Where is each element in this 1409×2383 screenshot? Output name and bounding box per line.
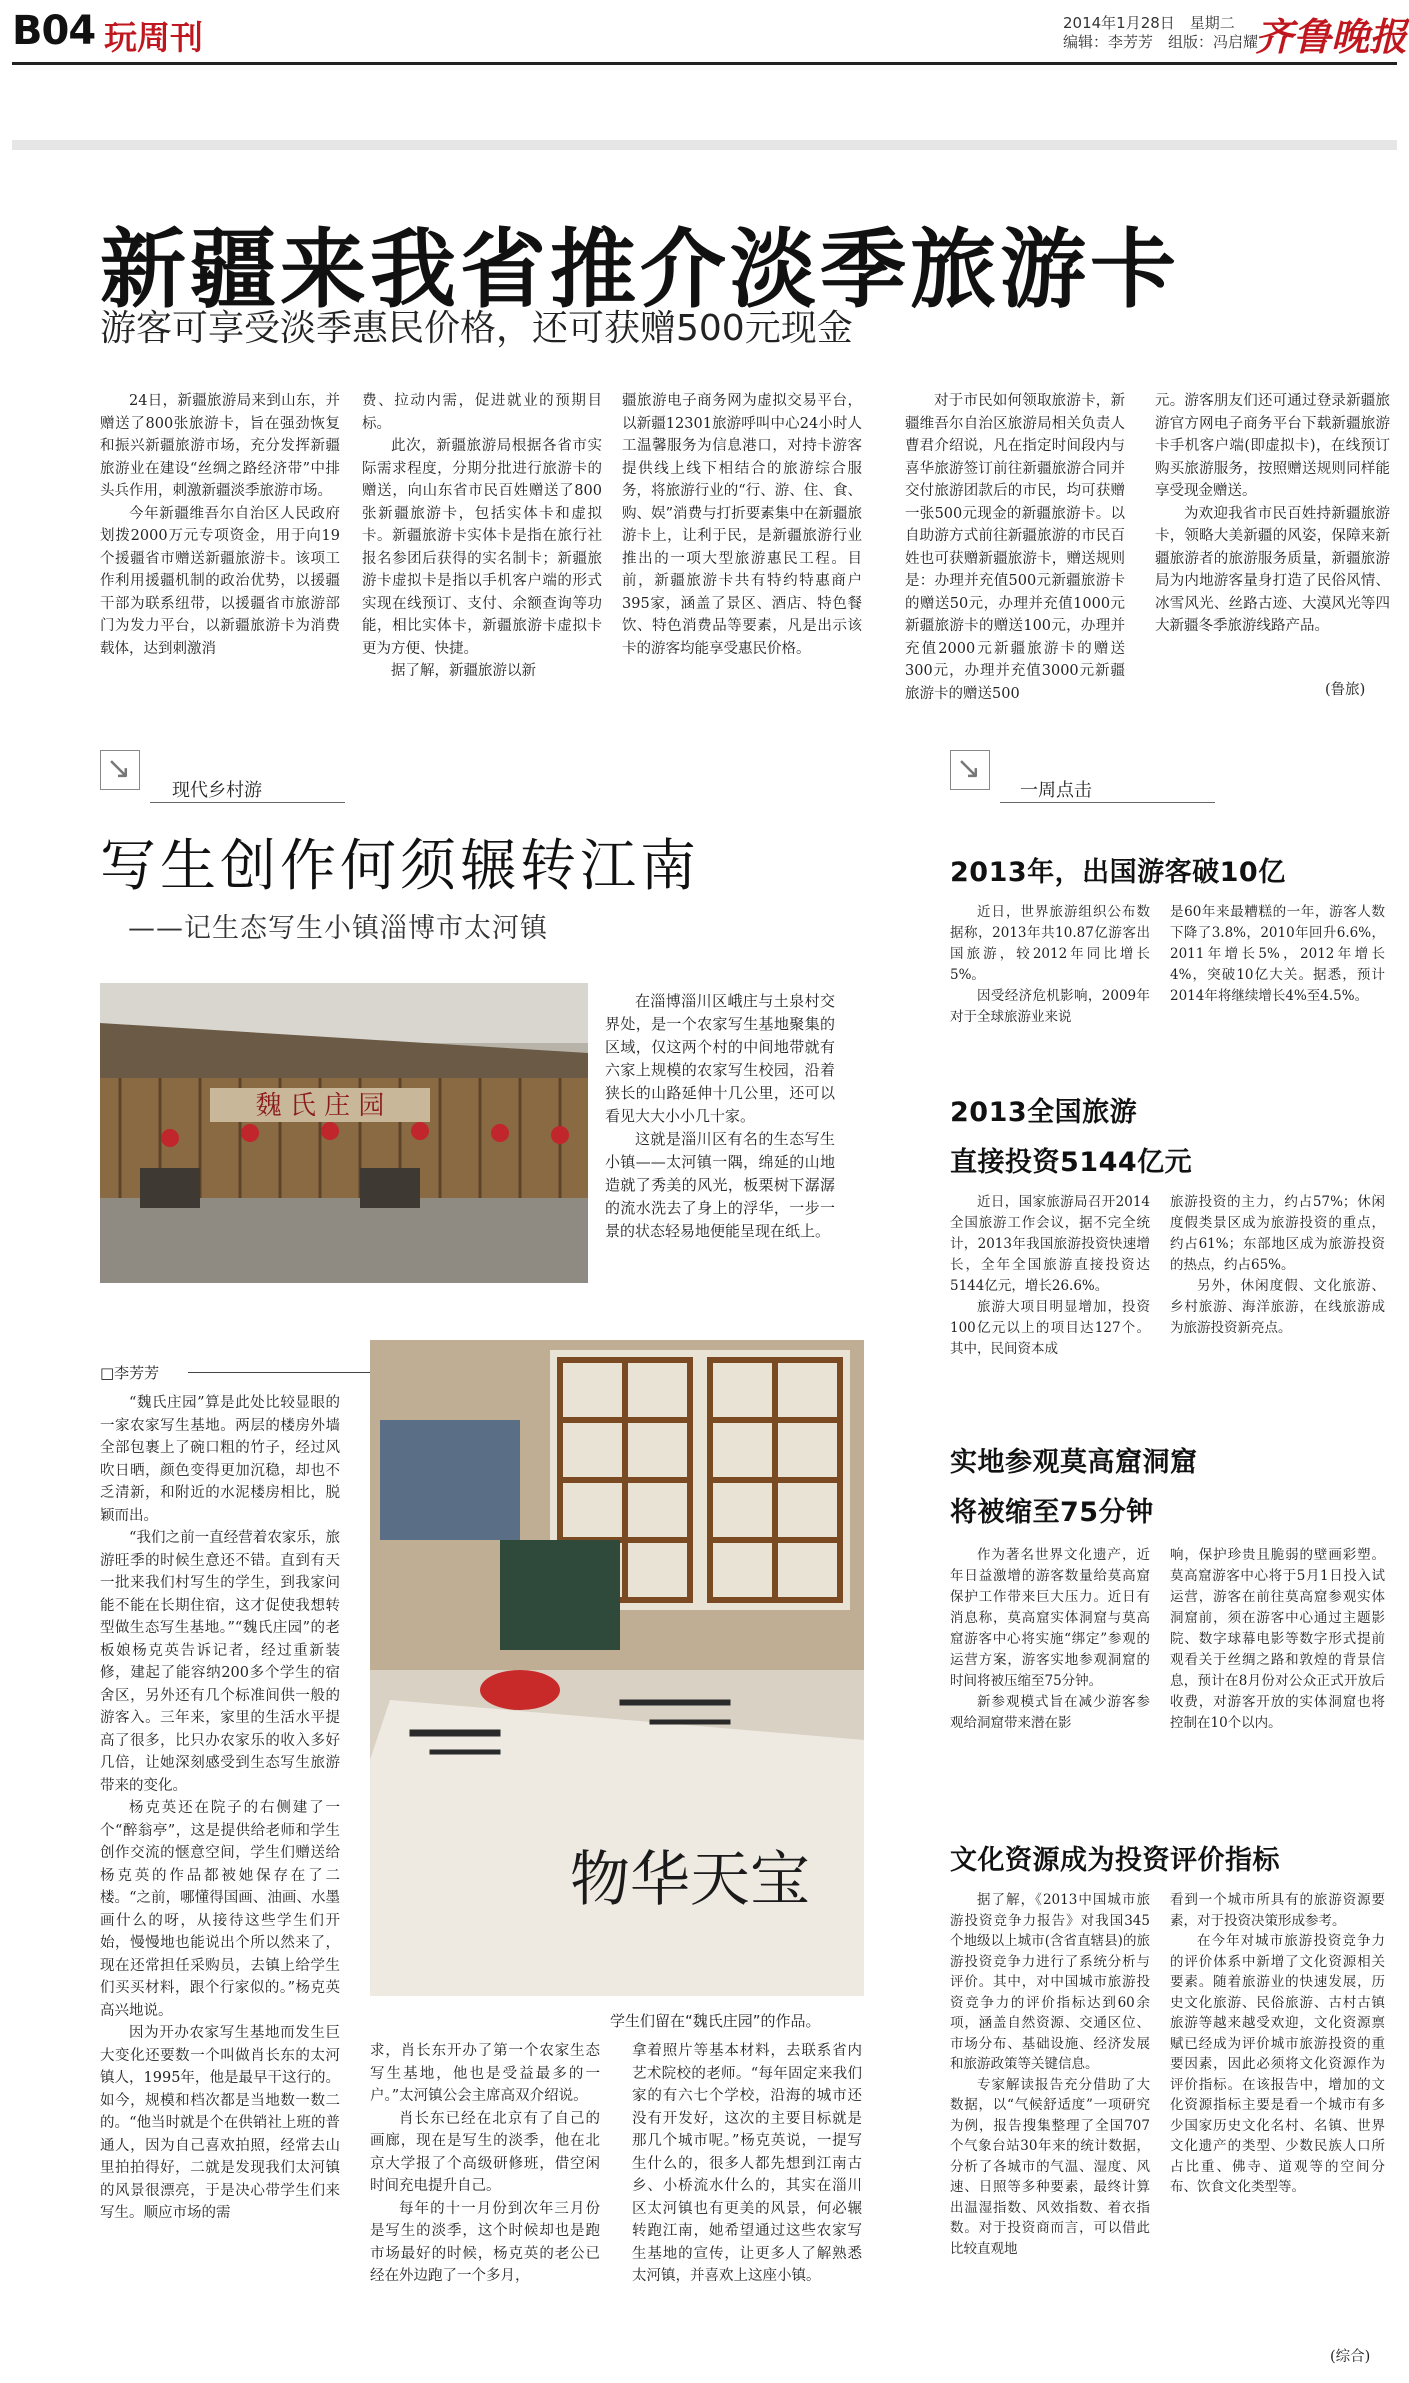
- paragraph: 肖长东已经在北京有了自己的画廊，现在是写生的淡季，他在北京大学报了个高级研修班，借空闲时间充电提升自己。: [370, 2110, 600, 2194]
- paragraph: 因为开办农家写生基地而发生巨大变化还要数一个叫做肖长东的太河镇人，1995年，他是最早干这行的。如今，规模和档次都是当地数一数二的。“他当时就是个在供销社上班的普通人，因为自己喜欢拍照，经常去山里拍拍得好，二就是发现我们太河镇的风景很漂亮，于是决心带学生们来写生。顺应市场的需: [100, 2025, 340, 2221]
- feature-intro: [605, 990, 835, 1243]
- paragraph: 今年新疆维吾尔自治区人民政府划拨2000万元专项资金，用于向19个援疆省市赠送新疆旅游卡。该项工作利用援疆机制的政治优势，以援疆干部为联系纽带，以援疆省市旅游部门为发力平台，以新疆旅游卡为消费载体，达到刺激消: [100, 505, 340, 657]
- photo2-calligraphy: 物华天宝: [570, 1845, 810, 1915]
- paragraph: 为欢迎我省市民百姓持新疆旅游卡，领略大美新疆的风姿，保障来新疆旅游者的旅游服务质量，新疆旅游局为内地游客量身打造了民俗风情、冰雪风光、丝路古迹、大漠风光等四大新疆冬季旅游线路产品。: [1155, 505, 1390, 634]
- paragraph: 旅游投资的主力，约占57%；休闲度假类景区成为旅游投资的重点，约占61%；东部地区成为旅游投资的热点，约占65%。: [1170, 1194, 1385, 1273]
- paragraph: 疆旅游电子商务网为虚拟交易平台，以新疆12301旅游呼叫中心24小时人工温馨服务为信息港口，对持卡游客提供线上线下相结合的旅游综合服务，将旅游行业的“行、游、住、食、购、娱”消费与打折要素集中在新疆旅游卡上，让利于民，是新疆旅游行业推出的一项大型旅游惠民工程。目前，新疆旅游卡共有特约特惠商户395家，涵盖了景区、酒店、特色餐饮、特色消费品等要素，凡是出示该卡的游客均能享受惠民价格。: [622, 393, 862, 657]
- paragraph: 24日，新疆旅游局来到山东，并赠送了800张旅游卡，旨在强劲恢复和振兴新疆旅游市场，充分发挥新疆旅游业在建设“丝绸之路经济带”中排头兵作用，刺激新疆淡季旅游市场。: [100, 393, 340, 499]
- feature-headline: 写生创作何须辗转江南: [100, 834, 700, 899]
- paragraph: 据了解，《2013中国城市旅游投资竞争力报告》对我国345个地级以上城市(含省直辖县)的旅游投资竞争力进行了系统分析与评价。其中，对中国城市旅游投资竞争力的评价指标达到60余项，涵盖自然资源、交通区位、市场分布、基础设施、经济发展和旅游政策等关键信息。: [950, 1892, 1150, 2072]
- paragraph: 近日，世界旅游组织公布数据称，2013年共10.87亿游客出国旅游，较2012年同比增长5%。: [950, 904, 1150, 983]
- photo-wei-manor-image: [100, 983, 588, 1283]
- paragraph: 求，肖长东开办了第一个农家生态写生基地，他也是受益最多的一户。”太河镇公会主席高双介绍说。: [370, 2043, 600, 2104]
- page-header: [0, 0, 1409, 66]
- sidebar-kicker: 一周点击: [1020, 780, 1092, 801]
- page-number: B04: [12, 8, 96, 54]
- sidebar-1-column-1: [950, 902, 1150, 1028]
- main-column-5: [1155, 390, 1390, 638]
- paragraph: 另外，休闲度假、文化旅游、乡村旅游、海洋旅游，在线旅游成为旅游投资新亮点。: [1170, 1278, 1385, 1336]
- paragraph: 拿着照片等基本材料，去联系省内艺术院校的老师。“每年固定来我们家的有六七个学校，沿海的城市还没有开发好，这次的主要目标就是那几个城市呢。”杨克英说，一提写生什么的，很多人都先想到江南古乡、小桥流水什么的，其实在淄川区太河镇也有更美的风景，何必辗转跑江南，她希望通过这些农家写生基地的宣传，让更多人了解熟悉太河镇，并喜欢上这座小镇。: [632, 2043, 862, 2284]
- paragraph: 是60年来最糟糕的一年，游客人数下降了3.8%，2010年回升6.6%，2011年增长5%，2012年增长4%，突破10亿大关。据悉，预计2014年将继续增长4%至4.5%。: [1170, 904, 1385, 1004]
- sidebar-3-column-1: [950, 1545, 1150, 1734]
- feature-column-2: [370, 2040, 600, 2288]
- photo1-sign: 魏 氏 庄 园: [255, 1091, 385, 1121]
- main-headline: 新疆来我省推介淡季旅游卡: [100, 220, 1180, 320]
- sidebar-headline-4: 文化资源成为投资评价指标: [950, 1845, 1280, 1876]
- photo-caption: 学生们留在“魏氏庄园”的作品。: [610, 2012, 821, 2030]
- photo-student-works: [370, 1340, 864, 1996]
- paragraph: 每年的十一月份到次年三月份是写生的淡季，这个时候却也是跑市场最好的时候，杨克英的老公已经在外边跑了一个多月，: [370, 2200, 600, 2284]
- sidebar-headline-3a: 实地参观莫高窟洞窟: [950, 1447, 1198, 1478]
- paragraph: 据了解，新疆旅游以新: [391, 663, 536, 679]
- feature-byline: □李芳芳: [100, 1364, 160, 1382]
- paragraph: 对于市民如何领取旅游卡，新疆维吾尔自治区旅游局相关负责人曹君介绍说，凡在指定时间段内与喜华旅游签订前往新疆旅游合同并交付旅游团款后的市民，均可获赠一张500元现金的新疆旅游卡。以自助游方式前往新疆旅游的市民百姓也可获赠新疆旅游卡，赠送规则是：办理并充值500元新疆旅游卡的赠送50元，办理并充值1000元新疆旅游卡的赠送100元，办理并充值2000元新疆旅游卡的赠送300元，办理并充值3000元新疆旅游卡的赠送500: [905, 393, 1125, 702]
- paragraph: “我们之前一直经营着农家乐，旅游旺季的时候生意还不错。直到有天一批来我们村写生的学生，到我家问能不能在长期住宿，这才促使我想转型做生态写生基地。”“魏氏庄园”的老板娘杨克英告诉记者，经过重新装修，建起了能容纳200多个学生的宿舍区，另外还有几个标准间供一般的游客入。三年来，家里的生活水平提高了很多，比只办农家乐的收入多好几倍，让她深刻感受到生态写生旅游带来的变化。: [100, 1530, 340, 1794]
- main-column-2: [362, 390, 602, 683]
- paragraph: 此次，新疆旅游局根据各省市实际需求程度，分期分批进行旅游卡的赠送，向山东省市民百姓赠送了800张新疆旅游卡，包括实体卡和虚拟卡。新疆旅游卡实体卡是指在旅行社报名参团后获得的实名制卡；新疆旅游卡虚拟卡是指以手机客户端的形式实现在线预订、支付、余额查询等功能，相比实体卡，新疆旅游卡虚拟卡更为方便、快捷。: [362, 438, 602, 657]
- sidebar-4-column-2: [1170, 1890, 1385, 2198]
- paragraph: 看到一个城市所具有的旅游资源要素，对于投资决策形成参考。: [1170, 1892, 1385, 1929]
- feature-column-1: [100, 1392, 340, 2225]
- sidebar-3-column-2: [1170, 1545, 1385, 1734]
- paragraph: 费、拉动内需，促进就业的预期目标。: [362, 393, 602, 432]
- kicker-rule: [150, 802, 345, 803]
- main-column-1: [100, 390, 340, 660]
- paragraph: 响，保护珍贵且脆弱的壁画彩塑。莫高窟游客中心将于5月1日投入试运营，游客在前往莫高窟参观实体洞窟前，须在游客中心通过主题影院、数字球幕电影等数字形式提前观看关于丝绸之路和敦煌的背景信息，预计在8月份对公众正式开放后收费，对游客开放的实体洞窟也将控制在10个以内。: [1170, 1547, 1385, 1731]
- paragraph: 旅游大项目明显增加，投资100亿元以上的项目达127个。其中，民间资本成: [950, 1299, 1150, 1357]
- sidebar-headline-3b: 将被缩至75分钟: [950, 1497, 1154, 1528]
- date-line: 2014年1月28日 星期二: [1063, 14, 1235, 32]
- sidebar-credit: (综合): [1330, 2349, 1371, 2365]
- paragraph: 杨克英还在院子的右侧建了一个“醉翁亭”，这是提供给老师和学生创作交流的惬意空间，学生们赠送给杨克英的作品都被她保存在了二楼。“之前，哪懂得国画、油画、水墨画什么的呀，从接待这些学生们开始，慢慢地也能说出个所以然来了，现在还常担任采购员，去镇上给学生们买买材料，跟个行家似的。”杨克英高兴地说。: [100, 1800, 340, 2019]
- paragraph: “魏氏庄园”算是此处比较显眼的一家农家写生基地。两层的楼房外墙全部包裹上了碗口粗的竹子，经过风吹日晒，颜色变得更加沉稳，却也不乏清新，和附近的水泥楼房相比，脱颖而出。: [100, 1395, 340, 1524]
- paragraph: 在淄博淄川区峨庄与土泉村交界处，是一个农家写生基地聚集的区域，仅这两个村的中间地带就有六家上规模的农家写生校园，沿着狭长的山路延伸十几公里，还可以看见大大小小几十家。: [605, 992, 835, 1125]
- header-info: [1063, 14, 1258, 52]
- feature-kicker: 现代乡村游: [172, 780, 262, 801]
- sidebar-4-column-1: [950, 1890, 1150, 2259]
- main-column-4: [905, 390, 1125, 705]
- main-subheadline: 游客可享受淡季惠民价格，还可获赠500元现金: [100, 308, 853, 349]
- paragraph: 这就是淄川区有名的生态写生小镇——太河镇一隅，绵延的山地造就了秀美的风光，板栗树下潺潺的流水洗去了身上的浮华，一步一景的状态轻易地便能呈现在纸上。: [605, 1130, 835, 1240]
- sidebar-1-column-2: [1170, 902, 1385, 1007]
- sidebar-2-column-1: [950, 1192, 1150, 1360]
- paragraph: 元。游客朋友们还可通过登录新疆旅游官方网电子商务平台下载新疆旅游卡手机客户端(即虚拟卡)，在线预订购买旅游服务，按照赠送规则同样能享受现金赠送。: [1155, 393, 1390, 499]
- main-credit: (鲁旅): [1325, 682, 1366, 698]
- sidebar-kicker-rule: [1000, 802, 1215, 803]
- sidebar-2-column-2: [1170, 1192, 1385, 1339]
- paragraph: 因受经济危机影响，2009年对于全球旅游业来说: [950, 988, 1150, 1025]
- divider-band: [12, 140, 1397, 150]
- photo-student-works-image: [370, 1340, 864, 1996]
- feature-column-3: [632, 2040, 862, 2288]
- sidebar-headline-2b: 直接投资5144亿元: [950, 1147, 1193, 1178]
- kicker-arrow-icon: [100, 750, 140, 790]
- section-name: 玩周刊: [104, 18, 203, 57]
- paragraph: 在今年对城市旅游投资竞争力的评价体系中新增了文化资源相关要素。随着旅游业的快速发展，历史文化旅游、民俗旅游、古村古镇旅游等越来越受欢迎，文化资源禀赋已经成为评价城市旅游投资的重要因素，因此必须将文化资源作为评价指标。在该报告中，增加的文化资源指标主要是看一个城市有多少国家历史文化名村、名镇、世界文化遗产的类型、少数民族人口所占比重、佛寺、道观等的空间分布、饮食文化类型等。: [1170, 1933, 1385, 2195]
- sidebar-headline-1: 2013年，出国游客破10亿: [950, 857, 1286, 888]
- paragraph: 新参观模式旨在减少游客参观给洞窟带来潜在影: [950, 1694, 1150, 1731]
- masthead-logo: 齐鲁晚报: [1255, 14, 1408, 59]
- paragraph: 专家解读报告充分借助了大数据，以“气候舒适度”一项研究为例，报告搜集整理了全国707个气象台站30年来的统计数据，分析了各城市的气温、湿度、风速、日照等多种要素，最终计算出温湿指数、风效指数、着衣指数。对于投资商而言，可以借此比较直观地: [950, 2076, 1150, 2257]
- sidebar-kicker-arrow-icon: [950, 750, 990, 790]
- sidebar-headline-2a: 2013全国旅游: [950, 1097, 1138, 1128]
- paragraph: 作为著名世界文化遗产，近年日益激增的游客数量给莫高窟保护工作带来巨大压力。近日有消息称，莫高窟实体洞窟与莫高窟游客中心将实施“绑定”参观的运营方案，游客实地参观洞窟的时间将被压缩至75分钟。: [950, 1547, 1150, 1689]
- paragraph: 近日，国家旅游局召开2014全国旅游工作会议，据不完全统计，2013年我国旅游投资快速增长，全年全国旅游直接投资达5144亿元，增长26.6%。: [950, 1194, 1150, 1294]
- photo-wei-manor: [100, 983, 588, 1283]
- header-rule: [12, 62, 1397, 65]
- feature-subheadline: ——记生态写生小镇淄博市太河镇: [128, 913, 548, 944]
- editor-line: 编辑：李芳芳 组版：冯启耀: [1063, 33, 1259, 51]
- main-column-3: [622, 390, 862, 660]
